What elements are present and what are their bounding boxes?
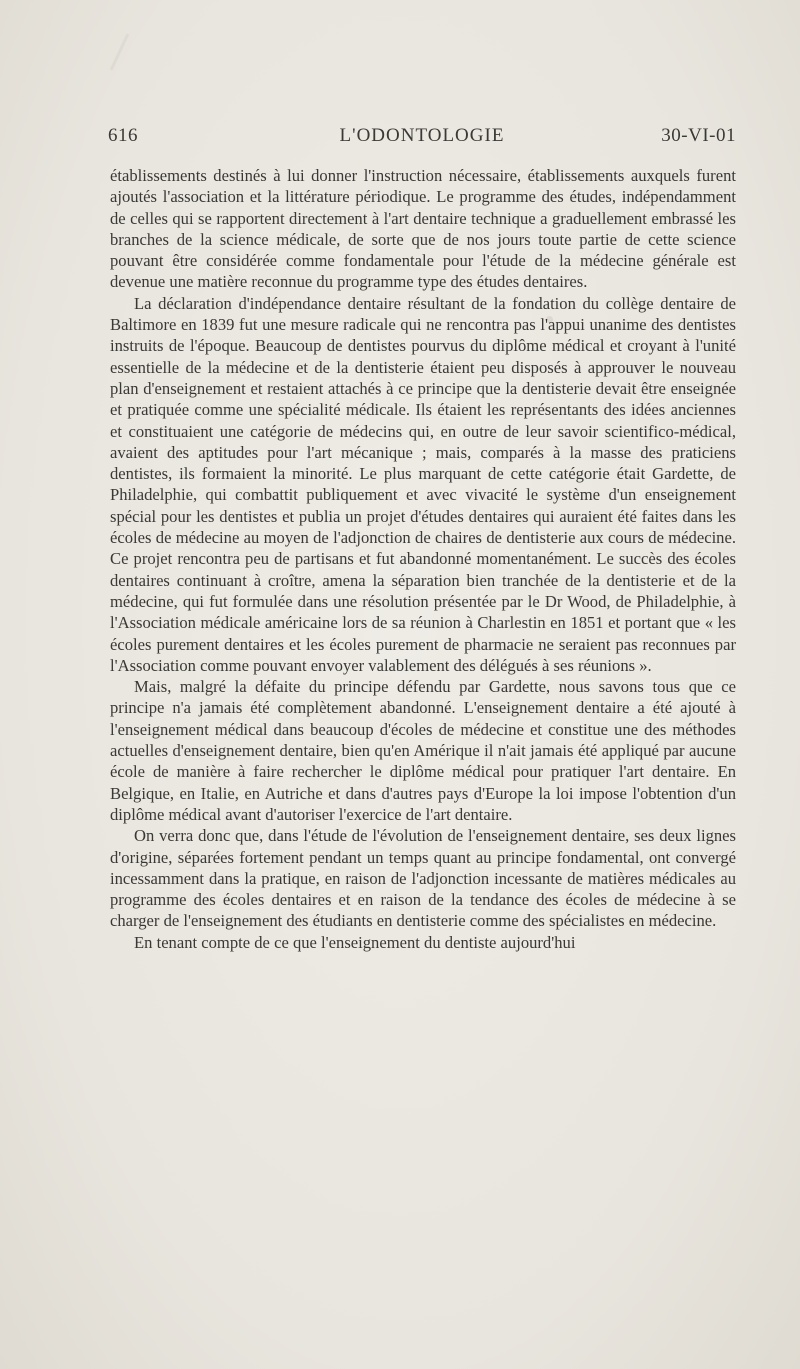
- paragraph: En tenant compte de ce que l'enseignement du dentiste aujourd'hui: [134, 932, 576, 952]
- paragraph: On verra donc que, dans l'étude de l'évolution de l'enseignement dentaire, ses deux lignes d'origine, séparées fortement pendant un temps quant au principe fondamental, ont convergé incessamment dans la pratique, en raison de l'adjonction incessante de matières médicales au programme des écoles dentaires et en raison de la tendance des écoles de médecine à se charger de l'enseignement des étudiants en dentisterie comme des spécialistes en médecine.: [110, 826, 736, 931]
- paragraph: Mais, malgré la défaite du principe défendu par Gardette, nous savons tous que ce principe n'a jamais été complètement abandonné. L'enseignement dentaire a été ajouté à l'enseignement médical dans beaucoup d'écoles de médecine et constitue une des méthodes actuelles d'enseignement dentaire, bien qu'en Amérique il n'ait jamais été appliqué par aucune école de manière à faire rechercher le diplôme médical pour pratiquer l'art dentaire. En Belgique, en Italie, en Autriche et dans d'autres pays d'Europe la loi impose l'obtention d'un diplôme médical avant d'autoriser l'exercice de l'art dentaire.: [110, 677, 736, 824]
- journal-title: L'ODONTOLOGIE: [339, 125, 505, 146]
- issue-date: 30-VI-01: [661, 125, 736, 146]
- paragraph: La déclaration d'indépendance dentaire résultant de la fondation du collège dentaire de Baltimore en 1839 fut une mesure radicale qui ne rencontra pas l'appui unanime des dentistes instruits de l'époque. Beaucoup de dentistes pourvus du diplôme médical et croyant à l'unité essentielle de la médecine et de la dentisterie étaient peu disposés à approuver le nouveau plan d'enseignement et restaient attachés à ce principe que la dentisterie devait être enseignée et pratiquée comme une spécialité médicale. Ils étaient les représentants des idées anciennes et constituaient une catégorie de médecins qui, en outre de leur savoir scientifico-médical, avaient des aptitudes pour l'art mécanique ; mais, comparés à la masse des praticiens dentistes, ils formaient la minorité. Le plus marquant de cette catégorie était Gardette, de Philadelphie, qui combattit publiquement et avec vivacité le système d'un enseignement spécial pour les dentistes et publia un projet d'études dentaires qui auraient été faites dans les écoles de médecine au moyen de l'adjonction de chaires de dentisterie aux cours de médecine. Ce projet rencontra peu de partisans et fut abandonné momentanément. Le succès des écoles dentaires continuant à croître, amena la séparation bien tranchée de la dentisterie et de la médecine, qui fut formulée dans une résolution présentée par le Dr Wood, de Philadelphie, à l'Association médicale américaine lors de sa réunion à Charlestin en 1851 et portant que « les écoles purement dentaires et les écoles purement de pharmacie ne seraient pas reconnues par l'Association comme pouvant envoyer valablement des délégués à ses réunions ».: [110, 293, 736, 675]
- page-number: 616: [108, 125, 138, 146]
- body-text: [110, 165, 736, 953]
- paragraph-continuation: établissements destinés à lui donner l'instruction nécessaire, établissements auxquels furent ajoutés l'association et la littérature périodique. Le programme des études, indépendamment de celles qui se rapportent directement à l'art dentaire technique a graduellement embrassé les branches de la science médicale, de sorte que de nos jours toute partie de cette science pouvant être considérée comme fondamentale pour l'étude de la médecine générale est devenue une matière reconnue du programme type des études dentaires.: [110, 166, 736, 292]
- running-header: [108, 125, 736, 155]
- paper-stain: [110, 33, 130, 71]
